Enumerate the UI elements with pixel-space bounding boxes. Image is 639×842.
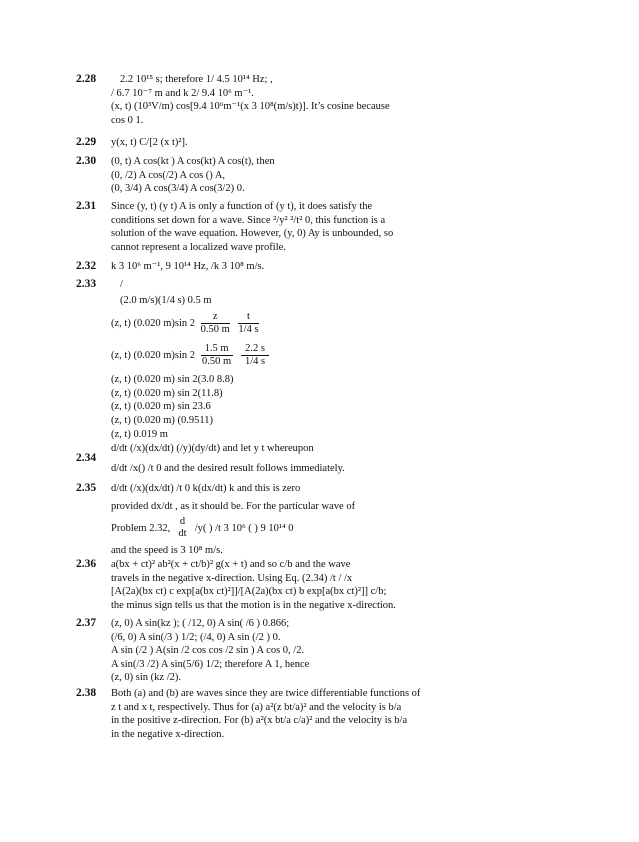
equation-lhs: (z, t) (0.020 m)sin 2 (111, 350, 195, 362)
fraction (238, 311, 258, 336)
text-line: (0, /2) A cos(/2) A cos () A, (111, 169, 226, 181)
fraction (176, 516, 189, 540)
text-line: d/dt (/x)(dx/dt) (/y)(dy/dt) and let y t whereupon (111, 443, 314, 454)
text-line: A sin (/2 ) A(sin /2 cos cos /2 sin ) A cos 0, /2. (111, 645, 305, 657)
problem-number: 2.33 (76, 278, 97, 290)
denominator: dt (178, 528, 187, 540)
text-line: [A(2a)(bx ct) c exp[a(bx ct)²]]/[A(2a)(bx ct) b exp[a(bx ct)²]] c/b; (111, 586, 387, 598)
problem-body (111, 260, 531, 274)
problem-body (111, 136, 531, 150)
text-line: solution of the wave equation. However, (y, 0) Ay is unbounded, so (111, 228, 394, 240)
text-line: (z, t) (0.020 m) (0.9511) (111, 414, 213, 426)
fraction (241, 343, 269, 368)
text-line: (z, t) (0.020 m) sin 23.6 (111, 401, 211, 413)
equation (111, 311, 531, 335)
numerator: 1.5 m (201, 343, 233, 356)
text-line: (z, t) (0.020 m) sin 2(11.8) (111, 387, 223, 399)
denominator: 1/4 s (245, 356, 266, 368)
text-line: (z, t) (0.020 m) sin 2(3.0 8.8) (111, 374, 234, 386)
text-fragment: /y( ) /t 3 10⁶ ( ) 9 10¹⁴ 0 (194, 522, 294, 534)
numerator: 2.2 s (241, 343, 269, 356)
text-line: travels in the negative x-direction. Using Eq. (2.34) /t / /x (111, 572, 353, 584)
problem-body (111, 687, 531, 741)
problem-number: 2.30 (76, 155, 97, 167)
text-line: (z, 0) sin (kz /2). (111, 672, 181, 684)
problem-number: 2.35 (76, 482, 97, 494)
problem-number: 2.32 (76, 260, 97, 272)
text-line: cannot represent a localized wave profile. (111, 241, 286, 253)
text-line: (0, 3/4) A cos(3/4) A cos(3/2) 0. (111, 183, 245, 195)
denominator: 1/4 s (238, 324, 259, 336)
text-line: (z, t) 0.019 m (111, 428, 168, 440)
text-line: (2.0 m/s)(1/4 s) 0.5 m (120, 294, 212, 306)
problem-body (111, 200, 531, 254)
denominator: 0.50 m (200, 324, 230, 336)
problem-number: 2.37 (76, 617, 97, 629)
text-line: y(x, t) C/[2 (x t)²]. (111, 137, 188, 148)
problem-number: 2.28 (76, 73, 97, 85)
text-line: k 3 10⁶ m⁻¹, 9 10¹⁴ Hz, /k 3 10⁸ m/s. (111, 261, 265, 272)
fraction (201, 343, 233, 368)
problem-number: 2.31 (76, 200, 97, 212)
problem-body (111, 73, 531, 127)
text-line: a(bx + ct)² ab²(x + ct/b)² g(x + t) and so c/b and the wave (111, 559, 351, 570)
text-line: d/dt /x() /t 0 and the desired result follows immediately. (111, 463, 345, 474)
text-line: (0, t) A cos(kt ) A cos(kt) A cos(t), then (111, 156, 275, 167)
text-line: in the positive z-direction. For (b) a²(x bt/a c/a)² and the velocity is b/a (111, 715, 408, 727)
text-line: d/dt (/x)(dx/dt) /t 0 k(dx/dt) k and this is zero (111, 483, 301, 494)
problem-number: 2.38 (76, 687, 97, 699)
problem-body (111, 617, 531, 685)
text-line: / (120, 279, 123, 290)
text-line: A sin(/3 /2) A sin(5/6) 1/2; therefore A 1, hence (111, 658, 310, 670)
text-line: Both (a) and (b) are waves since they are twice differentiable functions of (111, 688, 421, 699)
problem-body (111, 278, 531, 441)
text-line: cos 0 1. (111, 114, 144, 126)
text-line: Since (y, t) (y t) A is only a function of (y t), it does satisfy the (111, 201, 373, 212)
problem-number: 2.29 (76, 136, 97, 148)
text-line: 2.2 10¹⁵ s; therefore 1/ 4.5 10¹⁴ Hz; , (120, 74, 273, 85)
numerator: t (238, 311, 258, 324)
text-line: the minus sign tells us that the motion is in the negative x-direction. (111, 599, 396, 611)
text-line: provided dx/dt , as it should be. For the particular wave of (111, 501, 356, 512)
equation (111, 343, 531, 367)
text-line: (x, t) (10³V/m) cos[9.4 10⁶m⁻¹(x 3 10⁸(m/s)t)]. It’s cosine because (111, 101, 390, 113)
fraction (201, 311, 230, 336)
problem-body (111, 442, 531, 482)
numerator: z (201, 311, 230, 324)
text-line: / 6.7 10⁻⁷ m and k 2/ 9.4 10⁶ m⁻¹. (111, 87, 254, 99)
denominator: 0.50 m (202, 356, 232, 368)
text-fragment: Problem 2.32, (111, 522, 171, 534)
problem-number: 2.34 (76, 452, 97, 464)
text-line: and the speed is 3 10⁸ m/s. (111, 544, 223, 556)
problem-body (111, 482, 531, 557)
problem-body (111, 558, 531, 612)
equation-lhs: (z, t) (0.020 m)sin 2 (111, 318, 195, 330)
text-line: z t and x t, respectively. Thus for (a) a²(z bt/a)² and the velocity is b/a (111, 701, 402, 713)
numerator: d (179, 516, 186, 528)
problem-number: 2.36 (76, 558, 97, 570)
problem-body (111, 155, 531, 196)
text-line: in the negative x-direction. (111, 728, 225, 740)
text-line: (/6, 0) A sin(/3 ) 1/2; (/4, 0) A sin (/2 ) 0. (111, 631, 281, 643)
text-line: conditions set down for a wave. Since ²/y² ²/t² 0, this function is a (111, 214, 386, 226)
equation (111, 514, 531, 544)
text-line: (z, 0) A sin(kz ); ( /12, 0) A sin( /6 ) 0.866; (111, 618, 290, 629)
